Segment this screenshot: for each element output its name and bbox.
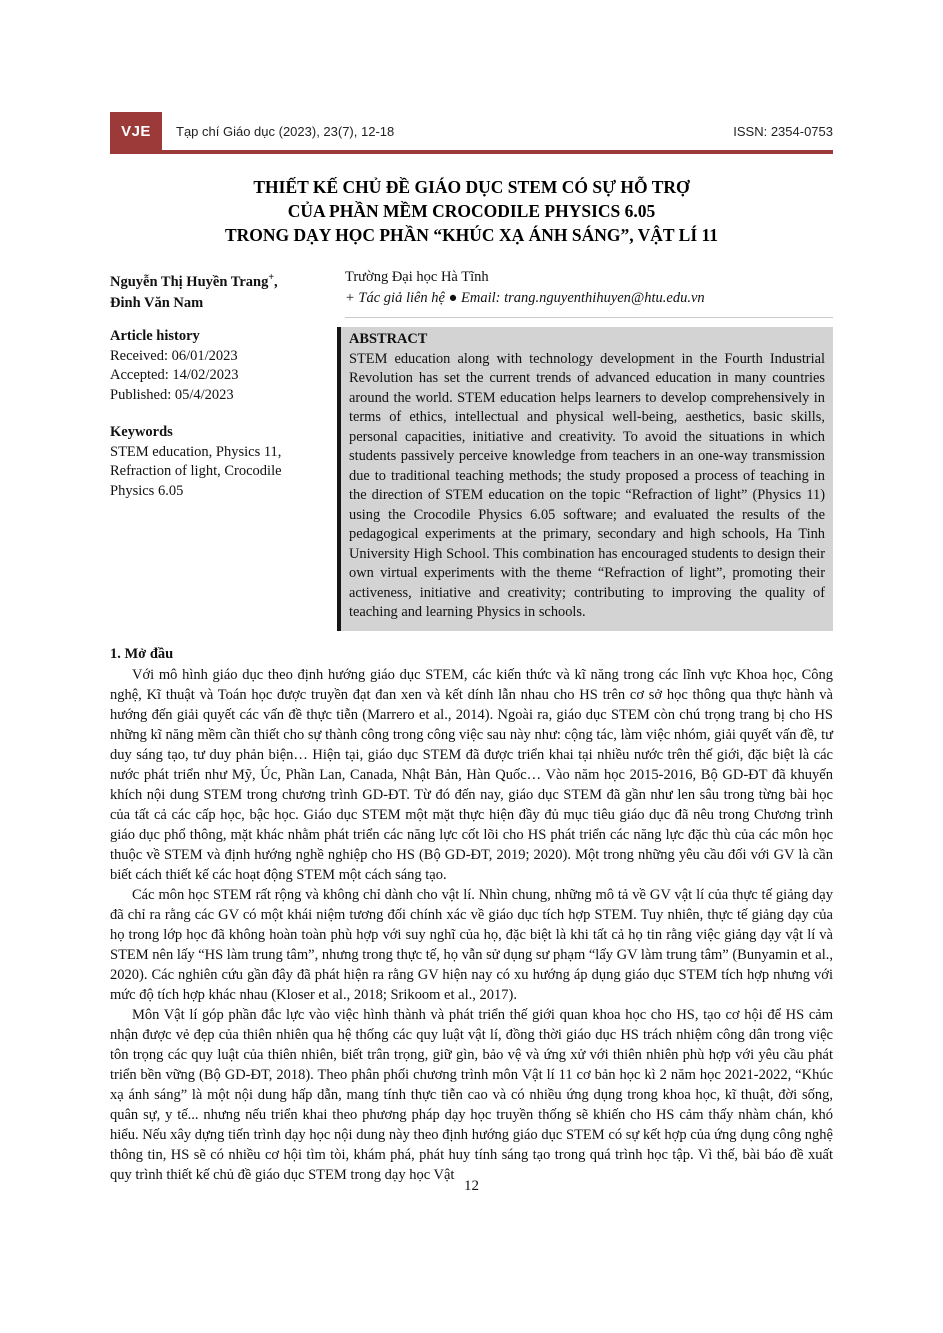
abstract-box xyxy=(337,327,833,631)
keywords-heading: Keywords xyxy=(110,424,173,440)
author-name-1: Nguyễn Thị Huyền Trang+, xyxy=(110,272,278,290)
paper-title-line2: CỦA PHẦN MỀM CROCODILE PHYSICS 6.05 xyxy=(287,201,656,221)
author-affiliation-block xyxy=(345,267,833,318)
keywords-text: STEM education, Physics 11, Refraction of light, Crocodile Physics 6.05 xyxy=(110,443,282,499)
author-name-2: Đinh Văn Nam xyxy=(110,294,204,311)
journal-header xyxy=(110,112,833,154)
published-date: Published: 05/4/2023 xyxy=(110,386,234,403)
page-number: 12 xyxy=(464,1178,479,1194)
corresponding-author-marker: + xyxy=(268,272,275,283)
author-block xyxy=(110,267,833,318)
paper-title xyxy=(110,175,833,247)
paper-title-line3: TRONG DẠY HỌC PHẦN “KHÚC XẠ ÁNH SÁNG”, VẬT LÍ 11 xyxy=(224,225,719,245)
journal-citation: Tạp chí Giáo dục (2023), 23(7), 12-18 xyxy=(176,123,395,139)
author-affiliation: Trường Đại học Hà Tĩnh xyxy=(345,269,489,285)
section-heading-1: 1. Mở đầu xyxy=(110,645,174,662)
paragraph-1: Với mô hình giáo dục theo định hướng giáo dục STEM, các kiến thức và kĩ năng trong các lĩnh vực Khoa học, Công nghệ, Kĩ thuật và Toán học được truyền đạt đan xen và kết dính lẫn nhau cho HS trên cơ sở học thông qua thực hành và hướng đến giải quyết các vấn đề thực tiễn (Marrero et al., 2014). Ngoài ra, giáo dục STEM còn chú trọng trang bị cho HS những kĩ năng mềm cần thiết cho sự thành công trong công việc sau này như: cộng tác, làm việc nhóm, giải quyết vấn đề, tư duy sáng tạo, tư duy phản biện… Hiện tại, giáo dục STEM đã được triển khai tại nhiều nước trên thế giới, đặc biệt là các nước phát triển như Mỹ, Úc, Phần Lan, Canada, Nhật Bản, Hàn Quốc… Vào năm học 2015-2016, Bộ GD-ĐT đã khuyến khích nội dung STEM trong chương trình GD-ĐT. Từ đó đến nay, giáo dục STEM đã gần như len sâu trong từng bài học của tất cả các cấp học, bậc học. Giáo dục STEM một mặt thực hiện đầy đủ mục tiêu giáo dục đã nêu trong Chương trình giáo dục phổ thông, mặt khác nhằm phát triển các năng lực cốt lõi cho HS phát triển các năng lực đặc thù của các môn học thuộc về STEM và định hướng nghề nghiệp cho HS (Bộ GD-ĐT, 2019; 2020). Một trong những yêu cầu đối với GV là cần biết cách thiết kế các hoạt động STEM một cách sáng tạo. xyxy=(110,666,833,883)
received-date: Received: 06/01/2023 xyxy=(110,347,238,364)
page-content xyxy=(110,112,833,1185)
spacer xyxy=(110,405,325,423)
header-rule xyxy=(110,150,833,154)
author-contact: + Tác giả liên hệ ● Email: trang.nguyenthihuyen@htu.edu.vn xyxy=(345,290,705,306)
article-info-column xyxy=(110,327,337,631)
paper-title-line1: THIẾT KẾ CHỦ ĐỀ GIÁO DỤC STEM CÓ SỰ HỖ TRỢ xyxy=(253,177,690,197)
journal-logo: VJE xyxy=(110,112,162,150)
info-abstract-row xyxy=(110,327,833,631)
article-history-heading: Article history xyxy=(110,328,200,344)
issn-label: ISSN: 2354-0753 xyxy=(733,123,833,139)
accepted-date: Accepted: 14/02/2023 xyxy=(110,367,239,383)
abstract-heading: ABSTRACT xyxy=(349,331,428,347)
author-names xyxy=(110,267,345,318)
abstract-text: STEM education along with technology development in the Fourth Industrial Revolution has set the current trends of advanced education in many countries around the world. STEM education helps learners to develop comprehensively in terms of ethics, intellectual and physical well-being, aesthetics, basic skills, personal capacities, initiative and creativity. To avoid the situations in which students passively perceive knowledge from teachers in an one-way transmission due to traditional teaching methods; the study proposed a process of teaching in the direction of STEM education on the topic “Refraction of light” (Physics 11) using the Crocodile Physics 6.05 software; and evaluated the results of the pedagogical experiments at the primary, secondary and high schools, Ha Tinh University High School. This combination has encouraged students to design their own virtual experiments with the theme “Refraction of light”, promoting their activeness, initiative and creativity; contributing to improving the quality of teaching and learning Physics in schools. xyxy=(349,350,825,620)
paragraph-2: Các môn học STEM rất rộng và không chỉ dành cho vật lí. Nhìn chung, những mô tả về GV vật lí của thực tế giảng dạy đã chỉ ra rằng các GV có một khái niệm tương đối chính xác về giáo dục tích hợp STEM. Tuy nhiên, thực tế giảng dạy của họ trong lớp học đã không hoàn toàn phù hợp với suy nghĩ của họ, đặc biệt là khi tất cả họ tin rằng việc giảng dạy vật lí và STEM nên lấy “HS làm trung tâm”, nhưng trong thực tế, họ vẫn sử dụng sư phạm “lấy GV làm trung tâm” (Bunyamin et al., 2020). Các nghiên cứu gần đây đã phát hiện ra rằng GV hiện nay có xu hướng áp dụng giáo dục STEM tích hợp nhưng với mức độ tích hợp khác nhau (Kloser et al., 2018; Srikoom et al., 2017). xyxy=(110,886,834,1003)
paragraph-3: Môn Vật lí góp phần đắc lực vào việc hình thành và phát triển thế giới quan khoa học cho HS, tạo cơ hội để HS cảm nhận được vẻ đẹp của thiên nhiên qua hệ thống các quy luật vật lí, đồng thời giáo dục HS trách nhiệm công dân trong việc tôn trọng các quy luật của thiên nhiên, biết trân trọng, giữ gìn, bảo vệ và ứng xử với thiên nhiên phù hợp với yêu cầu phát triển bền vững (Bộ GD-ĐT, 2018). Theo phân phối chương trình môn Vật lí 11 cơ bản học kì 2 năm học 2021-2022, “Khúc xạ ánh sáng” là một nội dung hấp dẫn, mang tính thực tiễn cao và có nhiều ứng dụng trong khoa học, kĩ thuật, đời sống, quân sự, y tế... nhưng nếu triển khai theo phương pháp dạy học truyền thống sẽ khiến cho HS cảm thấy nhàm chán, khó hiểu. Nếu xây dựng tiến trình dạy học nội dung này theo định hướng giáo dục STEM có sự kết hợp của ứng dụng công nghệ thông tin, HS sẽ có nhiều cơ hội tìm tòi, khám phá, phát huy tính sáng tạo trong quá trình học tập. Vì thế, bài báo đề xuất quy trình thiết kế chủ đề giáo dục STEM trong dạy học Vật xyxy=(110,1006,833,1183)
article-body xyxy=(110,644,833,1185)
